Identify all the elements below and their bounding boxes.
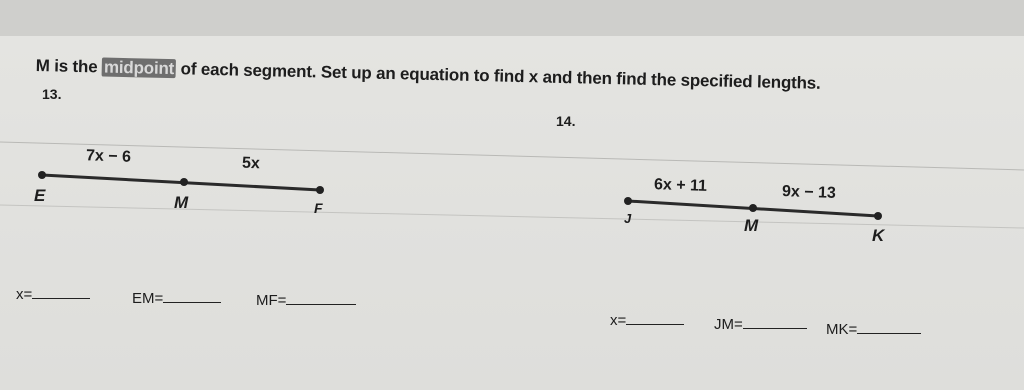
answer-blank[interactable] bbox=[286, 303, 356, 305]
point-m-dot-14 bbox=[749, 204, 757, 212]
problem-13-number: 13. bbox=[42, 86, 62, 102]
answer-em[interactable] bbox=[132, 290, 221, 307]
answer-x-14-label: x= bbox=[610, 312, 627, 329]
ruled-line bbox=[0, 142, 1024, 170]
problem-14-number: 14. bbox=[556, 113, 576, 129]
label-j: J bbox=[624, 211, 632, 226]
label-f: F bbox=[314, 200, 323, 216]
answer-blank[interactable] bbox=[626, 323, 684, 325]
expr-mf: 5x bbox=[241, 154, 261, 173]
point-m-dot-13 bbox=[180, 178, 188, 186]
answer-blank[interactable] bbox=[743, 327, 807, 329]
label-k: K bbox=[872, 226, 885, 245]
answer-jm-label: JM= bbox=[714, 316, 743, 333]
label-e: E bbox=[34, 186, 46, 205]
answer-x-14[interactable] bbox=[610, 312, 684, 329]
label-m-14: M bbox=[744, 216, 759, 235]
answer-jm[interactable] bbox=[714, 316, 807, 333]
answer-blank[interactable] bbox=[163, 301, 221, 303]
answer-mf[interactable] bbox=[256, 292, 356, 309]
answer-mf-label: MF= bbox=[256, 292, 287, 309]
highlighted-word: midpoint bbox=[103, 57, 175, 79]
point-j-dot bbox=[624, 197, 632, 205]
point-e-dot bbox=[38, 171, 46, 179]
answer-mk[interactable] bbox=[826, 321, 921, 338]
answer-blank[interactable] bbox=[32, 297, 90, 299]
expr-mk: 9x − 13 bbox=[781, 183, 837, 202]
point-k-dot bbox=[874, 212, 882, 220]
instructions-suffix: of each segment. Set up an equation to find x and then find the specified lengths. bbox=[175, 59, 821, 93]
instructions-prefix: M is the bbox=[35, 56, 103, 77]
point-f-dot bbox=[316, 186, 324, 194]
label-m-13: M bbox=[174, 193, 189, 212]
expr-em: 7x − 6 bbox=[85, 147, 132, 166]
answer-blank[interactable] bbox=[857, 332, 921, 334]
answer-mk-label: MK= bbox=[826, 321, 858, 338]
expr-jm: 6x + 11 bbox=[653, 176, 708, 195]
answer-x-13-label: x= bbox=[16, 286, 33, 303]
answer-em-label: EM= bbox=[132, 290, 164, 307]
answer-x-13[interactable] bbox=[16, 286, 90, 303]
